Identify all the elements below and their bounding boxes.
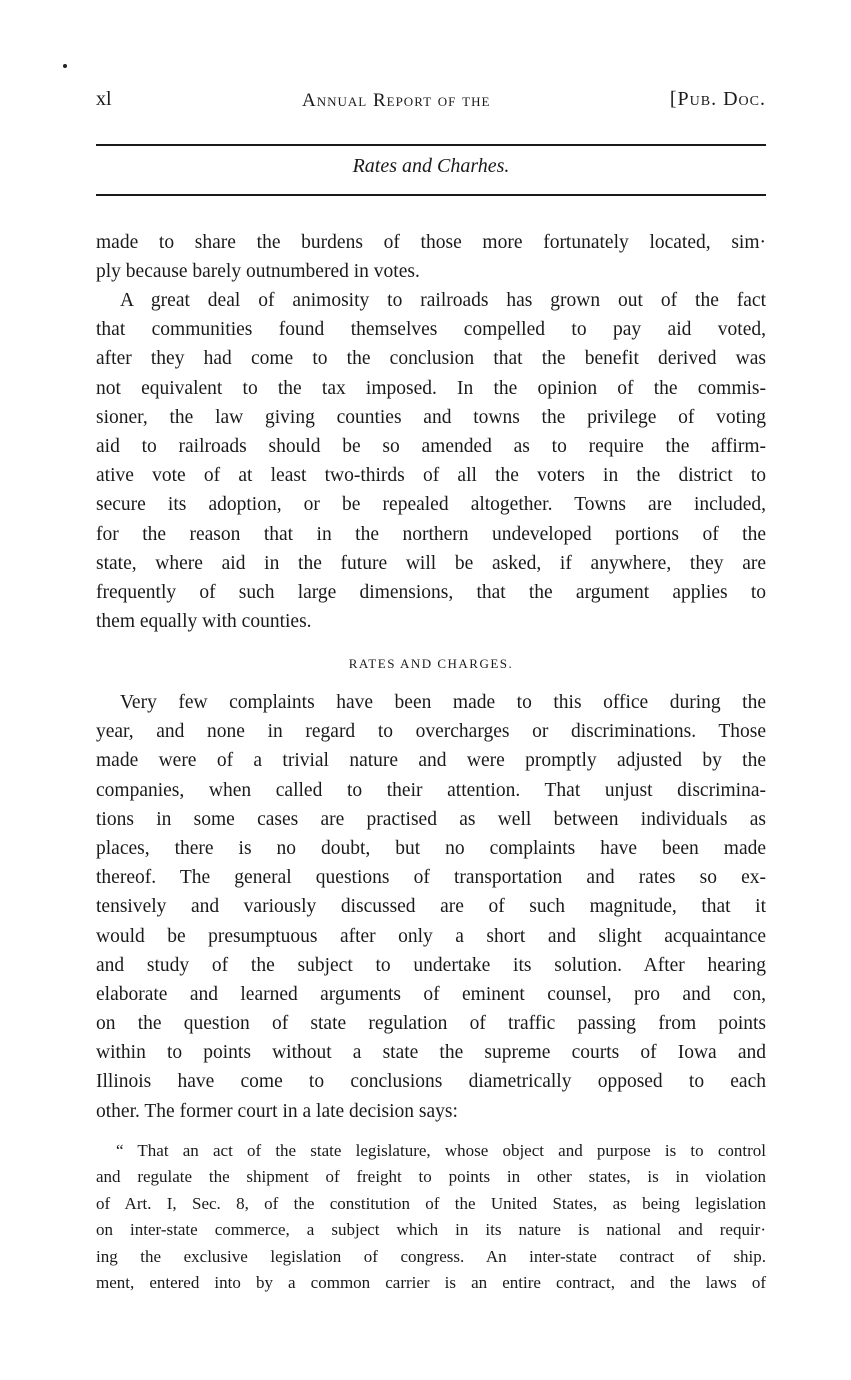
text-line: would be presumptuous after only a short and slight acquaintance: [96, 925, 766, 947]
text-line: ply because barely outnumbered in votes.: [96, 261, 420, 283]
quote-line: ment, entered into by a common carrier is an entire contract, and the laws of: [96, 1272, 766, 1292]
text-line: companies, when called to their attention. That unjust discrimina-: [96, 779, 766, 801]
text-line: and study of the subject to undertake its solution. After hearing: [96, 954, 766, 976]
running-head: [96, 88, 766, 116]
paragraph-continuation: [96, 228, 766, 286]
text-line: frequently of such large dimensions, that the argument applies to: [96, 581, 766, 603]
text-line: other. The former court in a late decision says:: [96, 1100, 458, 1122]
text-line: ative vote of at least two-thirds of all the voters in the district to: [96, 465, 766, 487]
text-line: thereof. The general questions of transportation and rates so ex-: [96, 867, 766, 889]
text-line: for the reason that in the northern undeveloped portions of the: [96, 523, 766, 545]
page-number: xl: [96, 88, 112, 110]
header-rule-bottom: [96, 194, 766, 196]
text-line: Very few complaints have been made to this office during the: [120, 692, 766, 713]
publication-label: [Pub. Doc.: [669, 88, 766, 110]
text-line: them equally with counties.: [96, 611, 312, 633]
text-line: made were of a trivial nature and were promptly adjusted by the: [96, 750, 766, 772]
quote-line: and regulate the shipment of freight to points in other states, is in violation: [96, 1167, 766, 1187]
text-line: on the question of state regulation of traffic passing from points: [96, 1013, 766, 1035]
quote-line: of Art. I, Sec. 8, of the constitution of the United States, as being legislation: [96, 1193, 766, 1213]
paragraph-animosity: [96, 286, 766, 636]
quote-line: “ That an act of the state legislature, whose object and purpose is to control: [116, 1141, 766, 1160]
ink-speck: [63, 64, 67, 68]
text-line: state, where aid in the future will be asked, if anywhere, they are: [96, 552, 766, 574]
text-line: Illinois have come to conclusions diametrically opposed to each: [96, 1071, 766, 1093]
text-line: aid to railroads should be so amended as to require the affirm-: [96, 435, 766, 457]
text-line: A great deal of animosity to railroads has grown out of the fact: [120, 290, 766, 311]
section-subheading: RATES AND CHARGES.: [348, 656, 514, 671]
quote-line: ing the exclusive legislation of congress. An inter-state contract of ship.: [96, 1246, 766, 1266]
text-line: secure its adoption, or be repealed altogether. Towns are included,: [96, 494, 766, 516]
text-line: year, and none in regard to overcharges or discriminations. Those: [96, 721, 766, 743]
text-line: sioner, the law giving counties and towns the privilege of voting: [96, 406, 766, 428]
text-line: places, there is no doubt, but no complaints have been made: [96, 837, 766, 859]
running-head-title: Annual Report of the: [302, 90, 491, 111]
text-line: after they had come to the conclusion that the benefit derived was: [96, 348, 766, 370]
text-line: tensively and variously discussed are of such magnitude, that it: [96, 896, 766, 918]
section-title: Rates and Charhes.: [352, 155, 510, 177]
block-quotation: [96, 1138, 766, 1296]
quote-line: on inter-state commerce, a subject which in its nature is national and requir·: [96, 1220, 766, 1240]
paragraph-rates: [96, 688, 766, 1126]
text-line: elaborate and learned arguments of eminent counsel, pro and con,: [96, 983, 766, 1005]
text-line: within to points without a state the supreme courts of Iowa and: [96, 1042, 766, 1064]
text-line: made to share the burdens of those more fortunately located, sim·: [96, 232, 766, 253]
text-line: that communities found themselves compelled to pay aid voted,: [96, 319, 766, 341]
text-line: not equivalent to the tax imposed. In the opinion of the commis-: [96, 377, 766, 399]
header-rule-top: [96, 144, 766, 146]
text-line: tions in some cases are practised as well between individuals as: [96, 808, 766, 830]
